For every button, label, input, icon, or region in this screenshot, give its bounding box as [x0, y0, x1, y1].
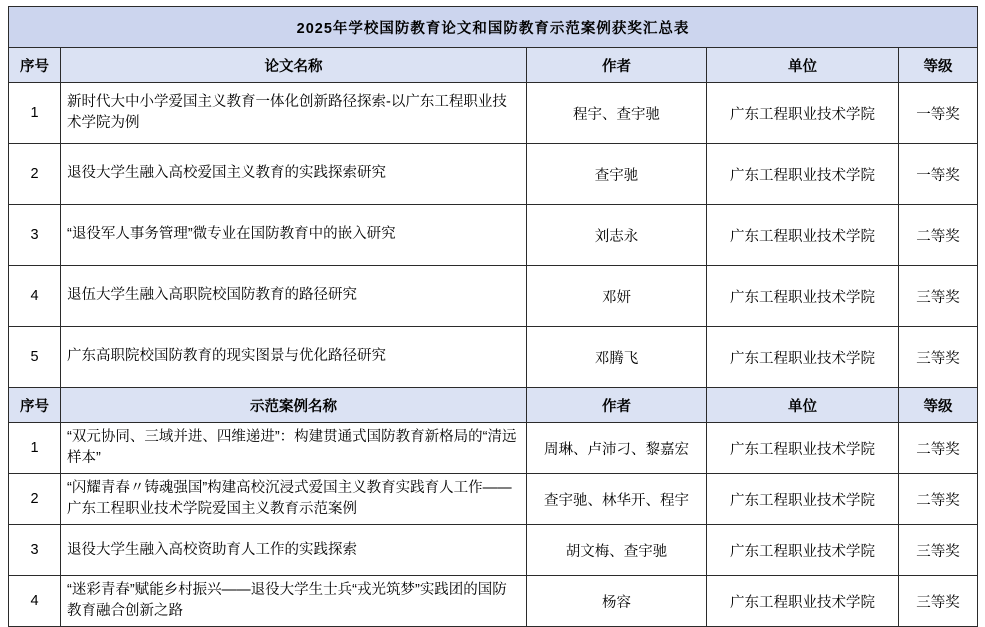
row-author: 邓妍: [527, 266, 707, 327]
row-paper-name: 退役大学生融入高校爱国主义教育的实践探索研究: [61, 144, 527, 205]
row-unit: 广东工程职业技术学院: [707, 327, 899, 388]
row-no: 4: [9, 266, 61, 327]
row-unit: 广东工程职业技术学院: [707, 83, 899, 144]
row-author: 刘志永: [527, 205, 707, 266]
row-paper-name: 新时代大中小学爱国主义教育一体化创新路径探索-以广东工程职业技术学院为例: [61, 83, 527, 144]
table-row: [9, 423, 978, 474]
row-level: 三等奖: [899, 327, 978, 388]
row-paper-name: “退役军人事务管理”微专业在国防教育中的嵌入研究: [61, 205, 527, 266]
header-paper-name: 论文名称: [61, 48, 527, 83]
table-row: [9, 205, 978, 266]
row-unit: 广东工程职业技术学院: [707, 266, 899, 327]
row-no: 2: [9, 474, 61, 525]
header-level: 等级: [899, 388, 978, 423]
table-row: [9, 83, 978, 144]
row-level: 二等奖: [899, 423, 978, 474]
row-author: 周琳、卢沛刁、黎嘉宏: [527, 423, 707, 474]
row-level: 二等奖: [899, 205, 978, 266]
row-unit: 广东工程职业技术学院: [707, 525, 899, 576]
row-unit: 广东工程职业技术学院: [707, 205, 899, 266]
header-unit: 单位: [707, 48, 899, 83]
row-level: 一等奖: [899, 83, 978, 144]
row-author: 杨容: [527, 576, 707, 627]
row-no: 2: [9, 144, 61, 205]
row-no: 3: [9, 205, 61, 266]
row-author: 胡文梅、查宇驰: [527, 525, 707, 576]
row-paper-name: 退伍大学生融入高职院校国防教育的路径研究: [61, 266, 527, 327]
row-author: 查宇驰: [527, 144, 707, 205]
row-author: 查宇驰、林华开、程宇: [527, 474, 707, 525]
table-row: [9, 144, 978, 205]
table-row: [9, 266, 978, 327]
row-level: 一等奖: [899, 144, 978, 205]
cases-header-row: [9, 388, 978, 423]
row-case-name: “迷彩青春”赋能乡村振兴——退役大学生士兵“戎光筑梦”实践团的国防教育融合创新之路: [61, 576, 527, 627]
row-case-name: “双元协同、三域并进、四维递进”：构建贯通式国防教育新格局的“清远样本”: [61, 423, 527, 474]
table-row: [9, 327, 978, 388]
papers-header-row: [9, 48, 978, 83]
header-level: 等级: [899, 48, 978, 83]
row-level: 三等奖: [899, 525, 978, 576]
row-level: 二等奖: [899, 474, 978, 525]
header-author: 作者: [527, 48, 707, 83]
award-summary-table: [8, 6, 978, 627]
table-row: [9, 525, 978, 576]
row-unit: 广东工程职业技术学院: [707, 423, 899, 474]
row-no: 1: [9, 423, 61, 474]
row-no: 1: [9, 83, 61, 144]
row-level: 三等奖: [899, 266, 978, 327]
row-unit: 广东工程职业技术学院: [707, 474, 899, 525]
title-row: [9, 7, 978, 48]
row-no: 3: [9, 525, 61, 576]
header-case-name: 示范案例名称: [61, 388, 527, 423]
header-author: 作者: [527, 388, 707, 423]
row-paper-name: 广东高职院校国防教育的现实图景与优化路径研究: [61, 327, 527, 388]
header-unit: 单位: [707, 388, 899, 423]
header-no: 序号: [9, 388, 61, 423]
row-author: 程宇、查宇驰: [527, 83, 707, 144]
document-title: 2025年学校国防教育论文和国防教育示范案例获奖汇总表: [9, 7, 978, 48]
row-no: 5: [9, 327, 61, 388]
row-unit: 广东工程职业技术学院: [707, 576, 899, 627]
header-no: 序号: [9, 48, 61, 83]
table-row: [9, 474, 978, 525]
row-case-name: 退役大学生融入高校资助育人工作的实践探索: [61, 525, 527, 576]
row-case-name: “闪耀青春〃铸魂强国”构建高校沉浸式爱国主义教育实践育人工作——广东工程职业技术学院爱国主义教育示范案例: [61, 474, 527, 525]
row-level: 三等奖: [899, 576, 978, 627]
table-row: [9, 576, 978, 627]
row-no: 4: [9, 576, 61, 627]
row-author: 邓腾飞: [527, 327, 707, 388]
row-unit: 广东工程职业技术学院: [707, 144, 899, 205]
